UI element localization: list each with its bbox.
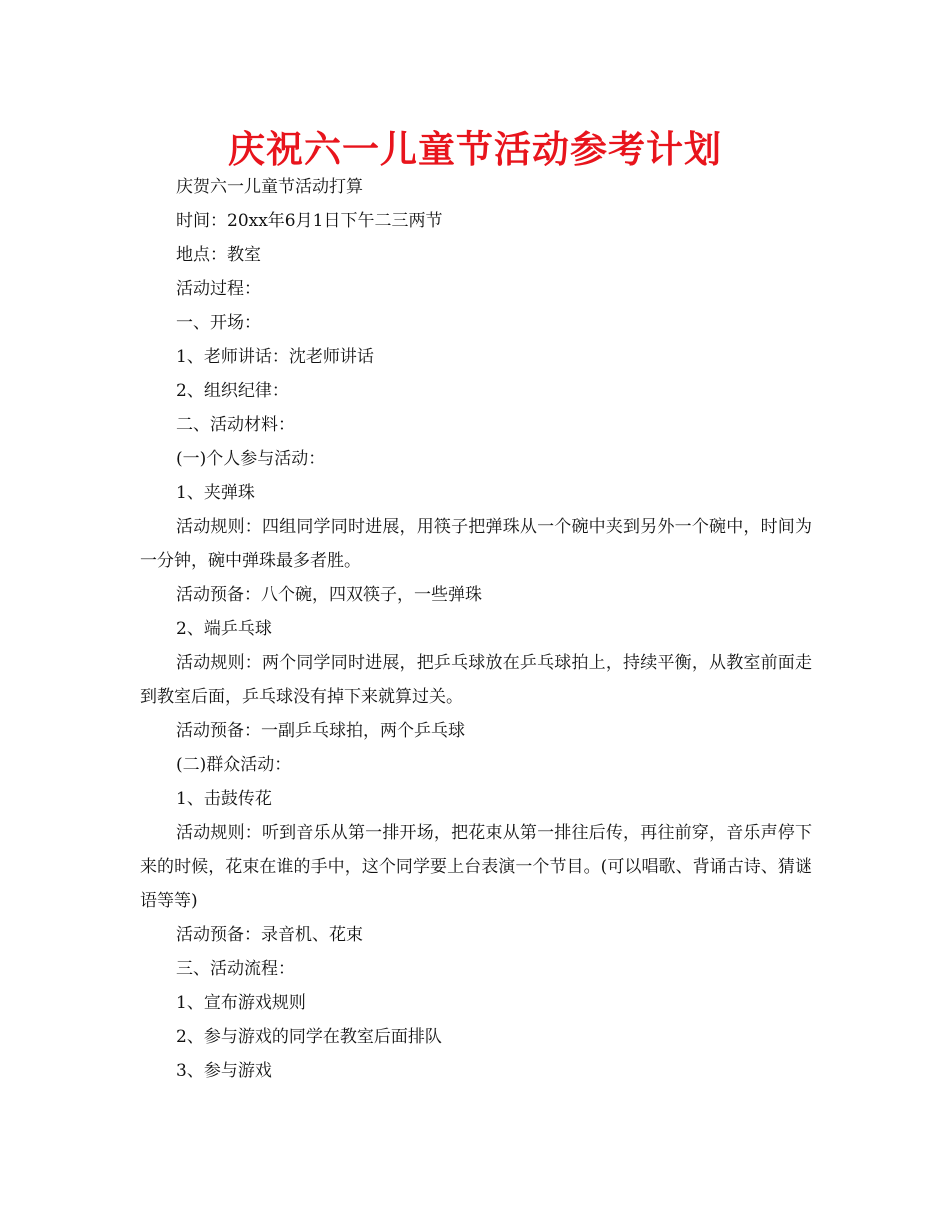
paragraph: 庆贺六一儿童节活动打算	[176, 177, 363, 197]
paragraph: 活动预备：一副乒乓球拍，两个乒乓球	[176, 721, 465, 741]
paragraph: 二、活动材料：	[176, 415, 295, 435]
paragraph: 1、老师讲话：沈老师讲话	[176, 347, 374, 367]
paragraph: 2、组织纪律：	[176, 381, 289, 401]
paragraph: 1、宣布游戏规则	[176, 993, 306, 1013]
paragraph: 活动规则：四组同学同时进展，用筷子把弹珠从一个碗中夹到另外一个碗中，时间为一分钟，碗中弹珠最多者胜。	[140, 517, 812, 571]
paragraph: 2、参与游戏的同学在教室后面排队	[176, 1027, 442, 1047]
paragraph: 三、活动流程：	[176, 959, 295, 979]
paragraph: 1、击鼓传花	[176, 789, 272, 809]
paragraph: 1、夹弹珠	[176, 483, 255, 503]
paragraph: 地点：教室	[176, 245, 261, 265]
paragraph: 活动规则：听到音乐从第一排开场，把花束从第一排往后传，再往前穿，音乐声停下来的时候，花束在谁的手中，这个同学要上台表演一个节目。(可以唱歌、背诵古诗、猜谜语等等)	[140, 823, 812, 911]
paragraph: (二)群众活动：	[176, 755, 292, 775]
paragraph: 一、开场：	[176, 313, 261, 333]
paragraph: 活动预备：八个碗，四双筷子，一些弹珠	[176, 585, 482, 605]
paragraph: 3、参与游戏	[176, 1061, 272, 1081]
document-title: 庆祝六一儿童节活动参考计划	[228, 128, 722, 171]
paragraph: 时间：20xx年6月1日下午二三两节	[176, 211, 443, 231]
paragraph: 活动规则：两个同学同时进展，把乒乓球放在乒乓球拍上，持续平衡，从教室前面走到教室后面，乒乓球没有掉下来就算过关。	[140, 653, 812, 707]
document-body	[140, 170, 812, 1088]
paragraph: 活动过程：	[176, 279, 261, 299]
paragraph: 2、端乒乓球	[176, 619, 272, 639]
paragraph: 活动预备：录音机、花束	[176, 925, 363, 945]
paragraph: (一)个人参与活动：	[176, 449, 326, 469]
